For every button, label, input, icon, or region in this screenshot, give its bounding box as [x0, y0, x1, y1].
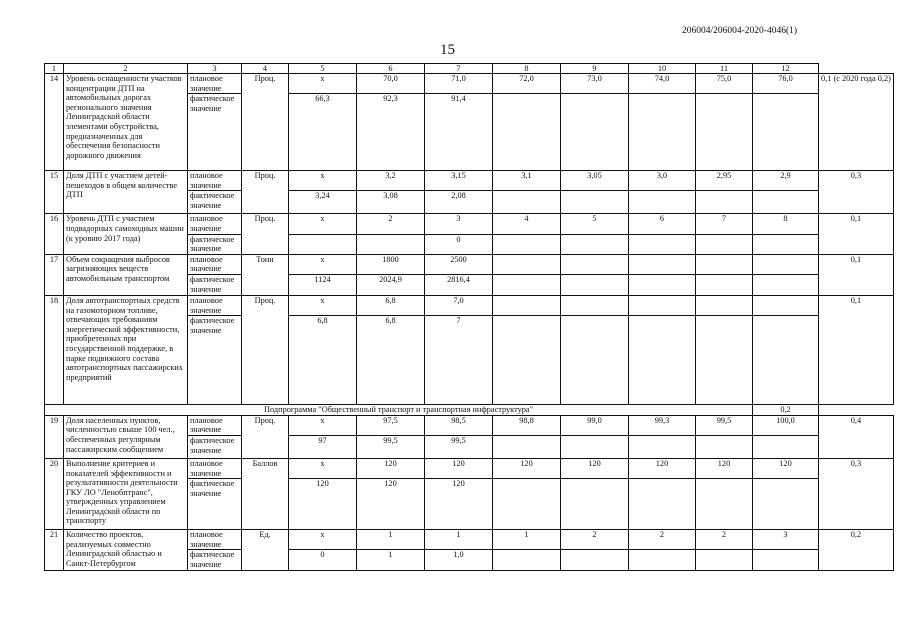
- plan-value: [629, 254, 696, 274]
- fact-value: [493, 191, 561, 214]
- row-number: 21: [45, 530, 64, 571]
- table-row: [45, 295, 894, 315]
- row-number: 16: [45, 214, 64, 254]
- unit-cell: Проц.: [242, 415, 289, 458]
- weight-cell: 0,3: [819, 458, 894, 529]
- plan-value: [493, 254, 561, 274]
- indicator-name: Количество проектов, реализуемых совместно Ленинградской областью и Санкт-Петербургом: [64, 530, 188, 571]
- indicator-name: Объем сокращения выбросов загрязняющих веществ автомобильным транспортом: [64, 254, 188, 295]
- column-header: 12: [753, 64, 819, 74]
- unit-cell: Тонн: [242, 254, 289, 295]
- plan-value: 1: [425, 530, 493, 550]
- weight-cell: 0,1: [819, 254, 894, 295]
- plan-value: 3: [753, 530, 819, 550]
- plan-value: x: [289, 530, 357, 550]
- table-row: [45, 254, 894, 274]
- column-header: 10: [629, 64, 696, 74]
- fact-value: 120: [425, 479, 493, 530]
- fact-value: 0: [425, 234, 493, 254]
- table-row: [45, 530, 894, 550]
- fact-value: [561, 550, 629, 571]
- plan-value: 97,5: [357, 415, 425, 435]
- fact-value: [696, 550, 753, 571]
- fact-value: [753, 435, 819, 458]
- fact-value: [629, 316, 696, 405]
- plan-label: плановое значение: [188, 415, 242, 435]
- fact-value: 6,8: [289, 316, 357, 405]
- weight-cell: 0,3: [819, 171, 894, 214]
- plan-value: 3: [425, 214, 493, 234]
- plan-value: 2: [561, 530, 629, 550]
- fact-value: [629, 479, 696, 530]
- fact-value: 120: [289, 479, 357, 530]
- row-number: 18: [45, 295, 64, 404]
- indicator-name: Доля ДТП с участием детей-пешеходов в общем количестве ДТП: [64, 171, 188, 214]
- plan-value: 3,0: [629, 171, 696, 191]
- fact-value: [753, 550, 819, 571]
- plan-value: 98,5: [425, 415, 493, 435]
- fact-value: 7: [425, 316, 493, 405]
- fact-value: [561, 234, 629, 254]
- unit-cell: Проц.: [242, 214, 289, 254]
- plan-value: [753, 254, 819, 274]
- fact-value: [561, 94, 629, 171]
- fact-value: 99,5: [357, 435, 425, 458]
- plan-value: 4: [493, 214, 561, 234]
- indicator-name: Уровень оснащенности участков концентрации ДТП на автомобильных дорогах регионального значения Ленинградской области элементами обустройства, предназначенных для обеспечения безопасности дорожного движения: [64, 74, 188, 171]
- weight-cell: 0,2: [819, 530, 894, 571]
- fact-value: [753, 94, 819, 171]
- plan-value: x: [289, 295, 357, 315]
- fact-value: [753, 274, 819, 295]
- plan-value: [561, 295, 629, 315]
- unit-cell: Проц.: [242, 295, 289, 404]
- fact-value: 1,0: [425, 550, 493, 571]
- fact-value: 2024,9: [357, 274, 425, 295]
- fact-value: 66,3: [289, 94, 357, 171]
- plan-value: x: [289, 74, 357, 94]
- column-header: 2: [64, 64, 188, 74]
- plan-label: плановое значение: [188, 74, 242, 94]
- fact-value: [753, 316, 819, 405]
- column-header: 1: [45, 64, 64, 74]
- fact-value: 2,08: [425, 191, 493, 214]
- fact-value: 2816,4: [425, 274, 493, 295]
- plan-value: x: [289, 458, 357, 478]
- plan-label: плановое значение: [188, 254, 242, 274]
- row-number: 20: [45, 458, 64, 529]
- plan-value: 120: [561, 458, 629, 478]
- fact-value: [753, 191, 819, 214]
- fact-value: [629, 94, 696, 171]
- indicator-name: Доля автотранспортных средств на газомоторном топливе, отвечающих требованиям энергетической эффективности, приобретенных при государственной поддержке, в парке подвижного состава автотранспортных пассажирских предприятий: [64, 295, 188, 404]
- plan-value: 120: [493, 458, 561, 478]
- column-header: 7: [425, 64, 493, 74]
- plan-label: плановое значение: [188, 295, 242, 315]
- plan-label: плановое значение: [188, 214, 242, 234]
- plan-value: 120: [753, 458, 819, 478]
- row-number: 14: [45, 74, 64, 171]
- plan-value: 75,0: [696, 74, 753, 94]
- subprogram-title: Подпрограмма "Общественный транспорт и транспортная инфраструктура": [45, 405, 753, 416]
- fact-value: [696, 316, 753, 405]
- fact-value: [696, 234, 753, 254]
- fact-value: 97: [289, 435, 357, 458]
- plan-value: [696, 254, 753, 274]
- plan-value: 99,5: [696, 415, 753, 435]
- fact-value: [493, 94, 561, 171]
- fact-value: [629, 234, 696, 254]
- fact-label: фактическое значение: [188, 191, 242, 214]
- document-id: 206004/206004-2020-4046(1): [682, 26, 798, 36]
- plan-value: 2: [629, 530, 696, 550]
- fact-value: [493, 550, 561, 571]
- fact-label: фактическое значение: [188, 479, 242, 530]
- column-header: 11: [696, 64, 753, 74]
- fact-value: [493, 479, 561, 530]
- plan-value: 99,3: [629, 415, 696, 435]
- fact-value: [753, 479, 819, 530]
- column-header: 6: [357, 64, 425, 74]
- plan-value: 3,2: [357, 171, 425, 191]
- plan-value: 76,0: [753, 74, 819, 94]
- indicator-name: Уровень ДТП с участием подвадорных самоходных машин (к уровню 2017 года): [64, 214, 188, 254]
- fact-value: [493, 435, 561, 458]
- plan-value: x: [289, 171, 357, 191]
- plan-value: 2,9: [753, 171, 819, 191]
- weight-cell: 0,4: [819, 415, 894, 458]
- column-header: 9: [561, 64, 629, 74]
- plan-value: 3,05: [561, 171, 629, 191]
- plan-value: 99,0: [561, 415, 629, 435]
- fact-value: [357, 234, 425, 254]
- indicator-name: Доля населенных пунктов, численностью свыше 100 чел., обеспеченных регулярным пассажирским сообщением: [64, 415, 188, 458]
- plan-value: 70,0: [357, 74, 425, 94]
- plan-value: 120: [357, 458, 425, 478]
- fact-value: [561, 274, 629, 295]
- header-row: [45, 64, 894, 74]
- plan-value: 7: [696, 214, 753, 234]
- table-row: [45, 458, 894, 478]
- plan-value: [629, 295, 696, 315]
- plan-value: 7,0: [425, 295, 493, 315]
- plan-value: 8: [753, 214, 819, 234]
- fact-value: [696, 435, 753, 458]
- column-header: 8: [493, 64, 561, 74]
- table-row: [45, 415, 894, 435]
- fact-value: 1: [357, 550, 425, 571]
- fact-value: 3,08: [357, 191, 425, 214]
- fact-value: [289, 234, 357, 254]
- fact-value: [493, 316, 561, 405]
- row-number: 15: [45, 171, 64, 214]
- row-number: 19: [45, 415, 64, 458]
- fact-value: 99,5: [425, 435, 493, 458]
- plan-value: 100,0: [753, 415, 819, 435]
- fact-value: 120: [357, 479, 425, 530]
- plan-value: 5: [561, 214, 629, 234]
- subprogram-row: [45, 405, 894, 416]
- plan-value: 6: [629, 214, 696, 234]
- weight-cell: 0,1: [819, 295, 894, 404]
- fact-value: [561, 479, 629, 530]
- fact-value: 1124: [289, 274, 357, 295]
- plan-value: 1: [357, 530, 425, 550]
- indicators-table: [44, 63, 894, 571]
- fact-value: [696, 274, 753, 295]
- fact-value: [561, 435, 629, 458]
- fact-value: 3,24: [289, 191, 357, 214]
- plan-value: 3,1: [493, 171, 561, 191]
- fact-value: [696, 191, 753, 214]
- fact-value: [629, 274, 696, 295]
- subprogram-weight: 0,2: [753, 405, 819, 416]
- plan-value: 72,0: [493, 74, 561, 94]
- plan-value: 2: [357, 214, 425, 234]
- fact-value: [753, 234, 819, 254]
- unit-cell: Баллов: [242, 458, 289, 529]
- fact-value: [696, 94, 753, 171]
- plan-value: 73,0: [561, 74, 629, 94]
- plan-value: [561, 254, 629, 274]
- plan-value: 2,95: [696, 171, 753, 191]
- plan-value: x: [289, 214, 357, 234]
- column-header: 3: [188, 64, 242, 74]
- plan-label: плановое значение: [188, 458, 242, 478]
- row-number: 17: [45, 254, 64, 295]
- fact-value: [629, 435, 696, 458]
- fact-value: 0: [289, 550, 357, 571]
- plan-value: [753, 295, 819, 315]
- weight-cell: 0,1 (с 2020 года 0,2): [819, 74, 894, 171]
- plan-value: 120: [425, 458, 493, 478]
- table-row: [45, 74, 894, 94]
- unit-cell: Проц.: [242, 74, 289, 171]
- fact-label: фактическое значение: [188, 94, 242, 171]
- plan-value: 2500: [425, 254, 493, 274]
- plan-value: x: [289, 254, 357, 274]
- fact-label: фактическое значение: [188, 435, 242, 458]
- plan-value: 6,8: [357, 295, 425, 315]
- fact-label: фактическое значение: [188, 316, 242, 405]
- fact-value: [561, 191, 629, 214]
- plan-value: 120: [696, 458, 753, 478]
- plan-value: 120: [629, 458, 696, 478]
- fact-label: фактическое значение: [188, 234, 242, 254]
- indicator-name: Выполнение критериев и показателей эффективности и результативности деятельности ГКУ ЛО "Ленобптранс", утвержденных управлением Ленинградской области по транспорту: [64, 458, 188, 529]
- column-header: 4: [242, 64, 289, 74]
- plan-value: 3,15: [425, 171, 493, 191]
- fact-label: фактическое значение: [188, 274, 242, 295]
- fact-label: фактическое значение: [188, 550, 242, 571]
- weight-cell: 0,1: [819, 214, 894, 254]
- unit-cell: Ед.: [242, 530, 289, 571]
- plan-value: 98,8: [493, 415, 561, 435]
- plan-value: 1800: [357, 254, 425, 274]
- fact-value: 91,4: [425, 94, 493, 171]
- plan-value: 74,0: [629, 74, 696, 94]
- plan-value: [493, 295, 561, 315]
- plan-value: [696, 295, 753, 315]
- fact-value: [561, 316, 629, 405]
- plan-value: x: [289, 415, 357, 435]
- fact-value: [696, 479, 753, 530]
- table-row: [45, 214, 894, 234]
- fact-value: [629, 191, 696, 214]
- plan-label: плановое значение: [188, 171, 242, 191]
- plan-label: плановое значение: [188, 530, 242, 550]
- fact-value: 6,8: [357, 316, 425, 405]
- fact-value: [493, 274, 561, 295]
- plan-value: 71,0: [425, 74, 493, 94]
- page-number: 15: [440, 42, 455, 58]
- table-row: [45, 171, 894, 191]
- unit-cell: Проц.: [242, 171, 289, 214]
- fact-value: [493, 234, 561, 254]
- fact-value: 92,3: [357, 94, 425, 171]
- fact-value: [629, 550, 696, 571]
- column-header: 5: [289, 64, 357, 74]
- plan-value: 2: [696, 530, 753, 550]
- plan-value: 1: [493, 530, 561, 550]
